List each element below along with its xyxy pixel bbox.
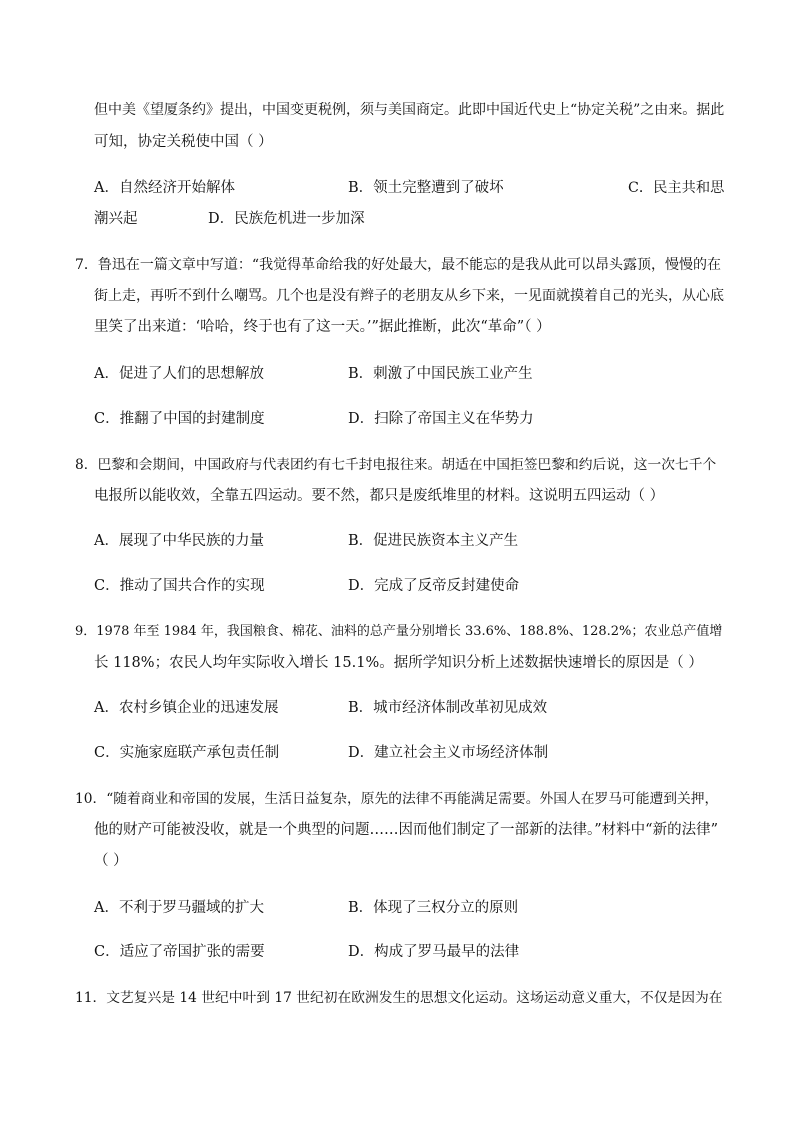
question-11-stem-line-1: 11．文艺复兴是 14 世纪中叶到 17 世纪初在欧洲发生的思想文化运动。这场运动意义重大，不仅是因为在 xyxy=(75,990,723,1006)
question-9-stem-line-1: 9．1978 年至 1984 年，我国粮食、棉花、油料的总产量分别增长 33.6%、188.8%、128.2%；农业总产值增 xyxy=(75,624,723,639)
question-9-option-b: B．城市经济体制改革初见成效 xyxy=(348,700,548,716)
question-8-option-a: A．展现了中华民族的力量 xyxy=(94,533,264,549)
question-7-option-d: D．扫除了帝国主义在华势力 xyxy=(348,411,534,427)
question-7-option-c: C．推翻了中国的封建制度 xyxy=(94,411,265,427)
question-10-option-a: A．不利于罗马疆域的扩大 xyxy=(94,900,264,916)
question-7-stem-line-1: 7．鲁迅在一篇文章中写道：“我觉得革命给我的好处最大，最不能忘的是我从此可以昂头露顶，慢慢的在 xyxy=(75,257,722,273)
question-6-option-b: B．领土完整遭到了破坏 xyxy=(348,180,504,196)
question-8-option-d: D．完成了反帝反封建使命 xyxy=(348,578,520,594)
question-8-option-b: B．促进民族资本主义产生 xyxy=(348,533,519,549)
question-8-stem-line-2: 电报所以能收效，全靠五四运动。要不然，都只是废纸堆里的材料。这说明五四运动（ ） xyxy=(94,488,665,504)
question-10-stem-line-3: （ ） xyxy=(94,853,128,869)
question-9-option-a: A．农村乡镇企业的迅速发展 xyxy=(94,700,279,716)
question-6-option-c: C．民主共和思 xyxy=(628,180,725,196)
question-10-option-c: C．适应了帝国扩张的需要 xyxy=(94,944,265,960)
question-7-stem-line-2: 街上走，再听不到什么嘲骂。几个也是没有辫子的老朋友从乡下来，一见面就摸着自己的光头，从心底 xyxy=(94,288,724,304)
question-10-stem-line-1: 10．“随着商业和帝国的发展，生活日益复杂，原先的法律不再能满足需要。外国人在罗马可能遭到关押， xyxy=(75,791,719,807)
question-6-option-a: A．自然经济开始解体 xyxy=(94,180,235,196)
question-9-stem-line-2: 长 118%；农民人均年实际收入增长 15.1%。据所学知识分析上述数据快速增长的原因是（ ） xyxy=(94,655,703,671)
question-7-option-a: A．促进了人们的思想解放 xyxy=(94,366,264,382)
question-9-option-c: C．实施家庭联产承包责任制 xyxy=(94,745,280,761)
question-10-option-b: B．体现了三权分立的原则 xyxy=(348,900,519,916)
question-7-stem-line-3: 里笑了出来道：‘哈哈，终于也有了这一天。’”据此推断，此次“革命”（ ） xyxy=(94,319,551,335)
question-10-option-d: D．构成了罗马最早的法律 xyxy=(348,944,520,960)
question-6-option-d: D．民族危机进一步加深 xyxy=(208,211,365,227)
question-10-stem-line-2: 他的财产可能被没收，就是一个典型的问题……因而他们制定了一部新的法律。”材料中“新的法律” xyxy=(94,822,718,838)
question-9-option-d: D．建立社会主义市场经济体制 xyxy=(348,745,549,761)
question-6-stem-line-1: 但中美《望厦条约》提出，中国变更税例，须与美国商定。此即中国近代史上“协定关税”之由来。据此 xyxy=(94,102,725,118)
question-8-option-c: C．推动了国共合作的实现 xyxy=(94,578,265,594)
question-6-stem-line-2: 可知，协定关税使中国（ ） xyxy=(94,134,273,150)
question-6-option-c-continued: 潮兴起 xyxy=(94,211,138,227)
question-7-option-b: B．刺激了中国民族工业产生 xyxy=(348,366,533,382)
question-8-stem-line-1: 8．巴黎和会期间，中国政府与代表团约有七千封电报往来。胡适在中国拒签巴黎和约后说，这一次七千个 xyxy=(75,457,717,473)
